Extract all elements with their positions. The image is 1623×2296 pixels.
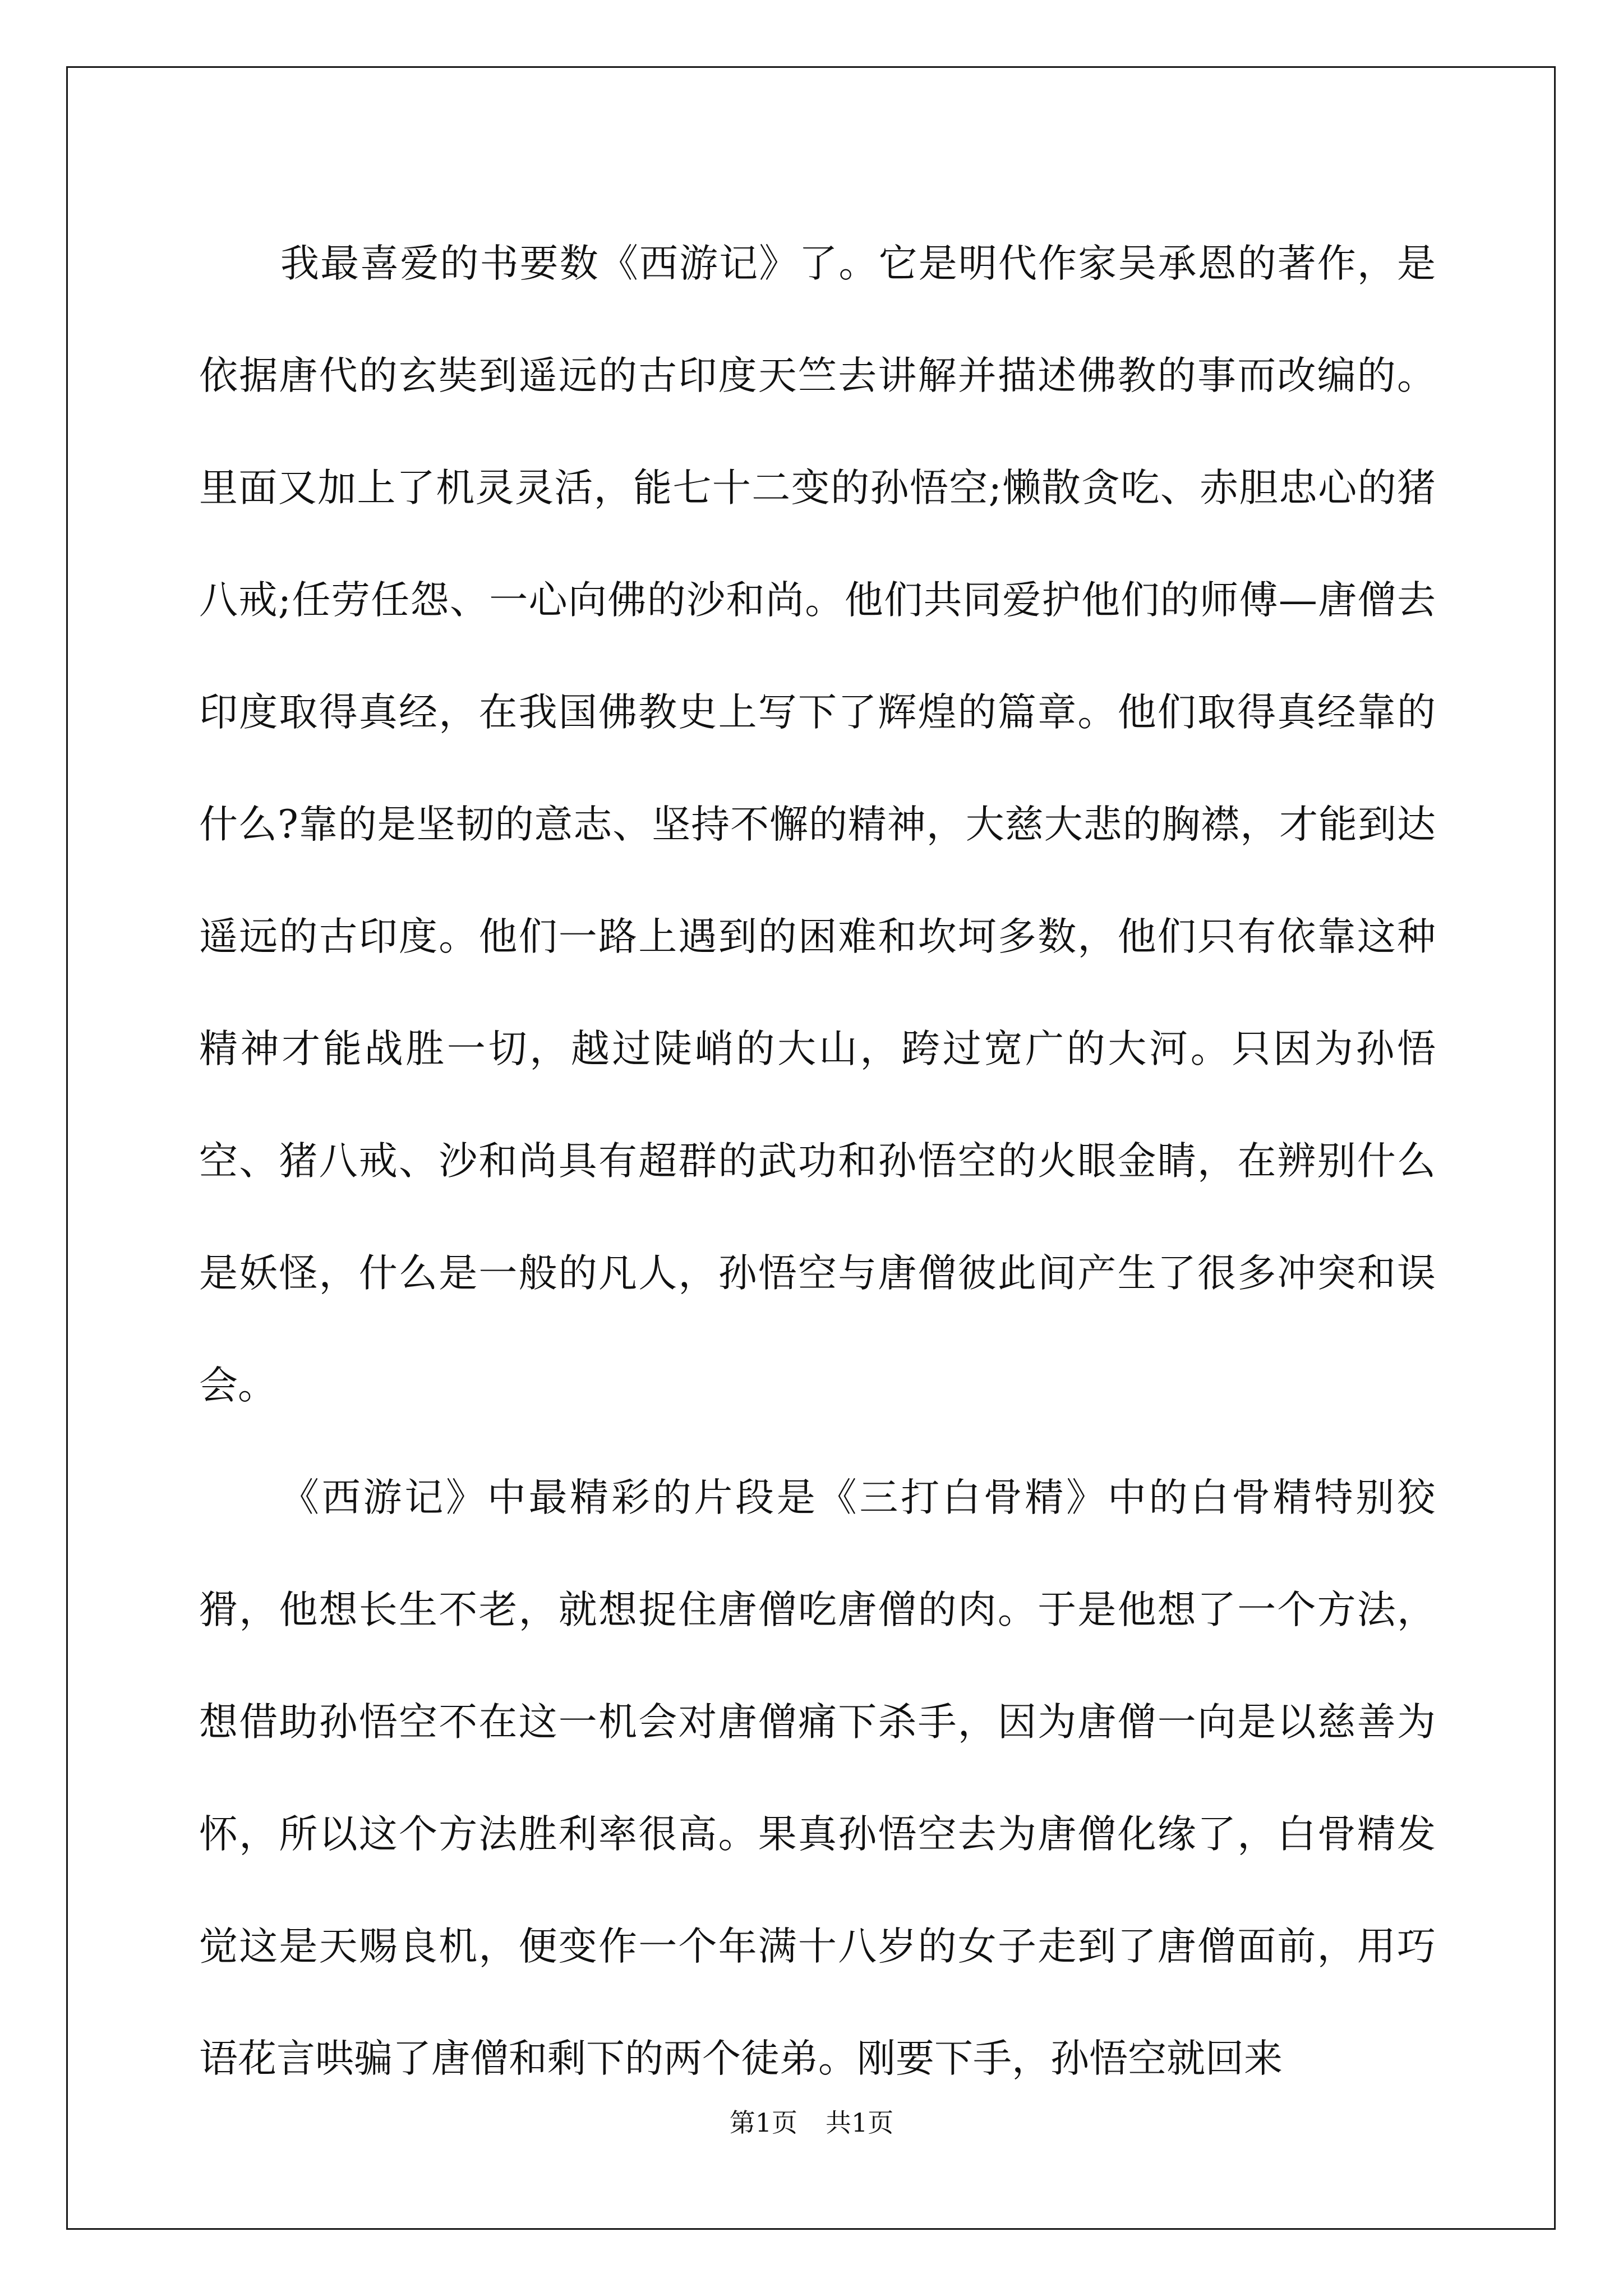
page-number-current: 第1页 bbox=[729, 2108, 797, 2138]
page-number-total: 共1页 bbox=[826, 2108, 894, 2138]
paragraph-1: 我最喜爱的书要数《西游记》了。它是明代作家吴承恩的著作，是依据唐代的玄奘到遥远的古印度天竺去讲解并描述佛教的事而改编的。里面又加上了机灵灵活，能七十二变的孙悟空;懒散贪吃、赤胆忠心的猪八戒;任劳任怨、一心向佛的沙和尚。他们共同爱护他们的师傅—唐僧去印度取得真经，在我国佛教史上写下了辉煌的篇章。他们取得真经靠的什么?靠的是坚韧的意志、坚持不懈的精神，大慈大悲的胸襟，才能到达遥远的古印度。他们一路上遇到的困难和坎坷多数，他们只有依靠这种精神才能战胜一切，越过陡峭的大山，跨过宽广的大河。只因为孙悟空、猪八戒、沙和尚具有超群的武功和孙悟空的火眼金睛，在辨别什么是妖怪，什么是一般的凡人，孙悟空与唐僧彼此间产生了很多冲突和误会。 bbox=[199, 241, 1436, 1408]
page-footer bbox=[0, 2102, 1623, 2139]
paragraph-2: 《西游记》中最精彩的片段是《三打白骨精》中的白骨精特别狡猾，他想长生不老，就想捉住唐僧吃唐僧的肉。于是他想了一个方法，想借助孙悟空不在这一机会对唐僧痛下杀手，因为唐僧一向是以慈善为怀，所以这个方法胜利率很高。果真孙悟空去为唐僧化缘了，白骨精发觉这是天赐良机，便变作一个年满十八岁的女子走到了唐僧面前，用巧语花言哄骗了唐僧和剩下的两个徒弟。刚要下手，孙悟空就回来 bbox=[199, 1475, 1436, 2081]
document-body bbox=[199, 208, 1436, 2115]
